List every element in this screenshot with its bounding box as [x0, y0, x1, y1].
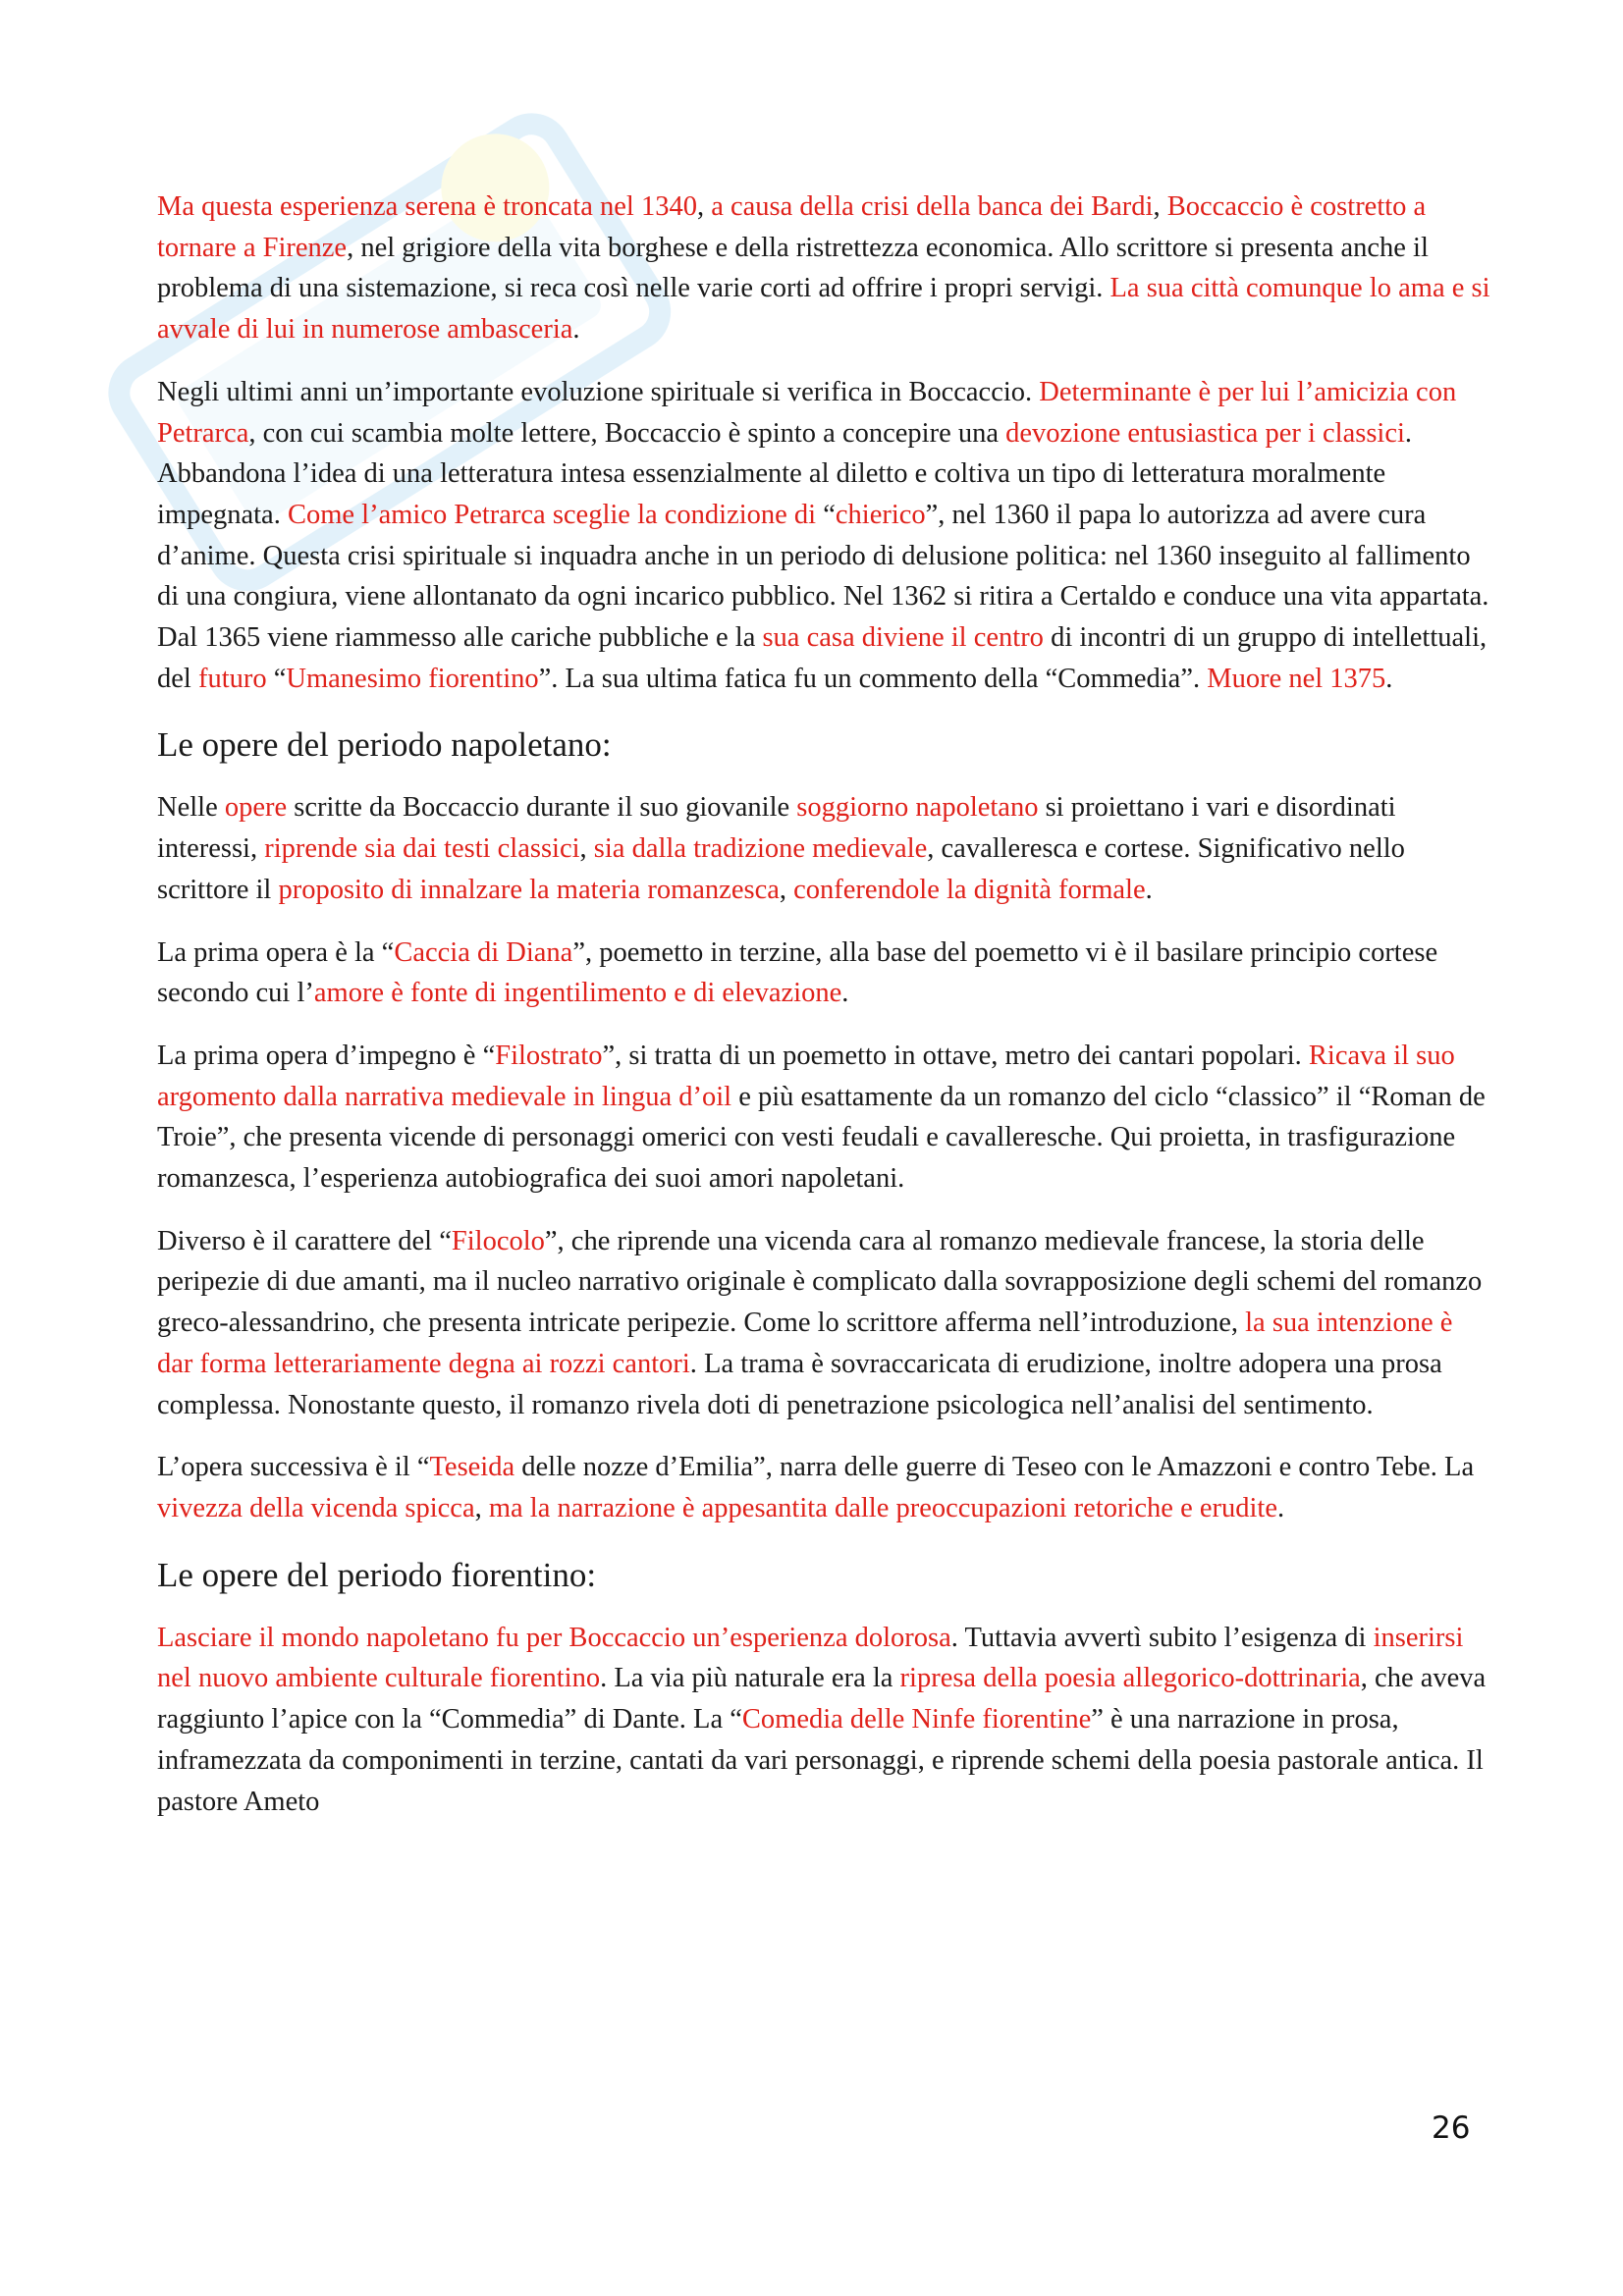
highlighted-text: inserirsi nel nuovo ambiente culturale fiorentino — [157, 1622, 1464, 1694]
text-run: , con cui scambia molte lettere, Boccaccio è spinto a concepire una — [248, 417, 1006, 449]
highlighted-text: a causa della crisi della banca dei Bardi — [711, 191, 1154, 222]
highlighted-text: amore è fonte di ingentilimento e di elevazione — [313, 978, 842, 1009]
highlighted-text: vivezza della vicenda spicca — [157, 1492, 475, 1523]
text-run: , — [696, 191, 712, 222]
highlighted-text: opere — [224, 792, 288, 824]
text-run: delle nozze d’Emilia”, narra delle guerre di Teseo con le Amazzoni e contro Tebe. La — [514, 1452, 1475, 1483]
paragraph — [157, 187, 1492, 350]
highlighted-text: Filostrato — [495, 1040, 603, 1071]
text-run: di incontri di un gruppo di intellettuali, del — [157, 622, 1488, 694]
highlighted-text: devozione entusiastica per i classici — [1005, 417, 1405, 449]
section-fiorentino — [157, 1618, 1492, 1823]
text-run: . Abbandona l’idea di una letteratura intesa essenzialmente al diletto e coltiva un tipo di letteratura moralmente impegnata. — [157, 417, 1413, 530]
highlighted-text: ripresa della poesia allegorico-dottrinaria — [899, 1663, 1361, 1694]
highlighted-text: conferendole la dignità formale — [793, 874, 1146, 905]
section-napoletano — [157, 787, 1492, 1528]
text-run: La prima opera d’impegno è “ — [157, 1040, 496, 1071]
highlighted-text: sua casa diviene il centro — [762, 622, 1044, 654]
highlighted-text: sia dalla tradizione medievale — [593, 833, 928, 865]
text-run: ”, nel 1360 il papa lo autorizza ad avere cura d’anime. Questa crisi spirituale si inquadra anche in un periodo di delusione politica: nel 1360 inseguito al fallimento di una congiura, viene allontanato da ogni incarico pubblico. Nel 1362 si ritira a Certaldo e conduce una vita appartata. Dal 1365 viene riammesso alle cariche pubbliche e la — [157, 499, 1489, 654]
text-run: , cavalleresca e cortese. Significativo nello scrittore il — [157, 833, 1405, 905]
text-run: . Tuttavia avvertì subito l’esigenza di — [950, 1622, 1374, 1653]
text-run: . — [1145, 874, 1153, 905]
section-heading-fiorentino: Le opere del periodo fiorentino: — [157, 1555, 597, 1594]
section-heading-napoletano: Le opere del periodo napoletano: — [157, 725, 612, 765]
text-run: . La via più naturale era la — [600, 1663, 900, 1694]
text-run: . — [1276, 1492, 1285, 1523]
text-run: , — [579, 833, 594, 865]
highlighted-text: Come l’amico Petrarca sceglie la condizione di — [287, 499, 824, 530]
highlighted-text: Lasciare il mondo napoletano fu per Boccaccio un’esperienza dolorosa — [157, 1622, 951, 1653]
text-run: e più esattamente da un romanzo del ciclo “classico” il “Roman de Troie”, che presenta vicende di personaggi omerici con vesti feudali e cavalleresche. Qui proietta, in trasfigurazione romanzesca, l’esperienza autobiografica dei suoi amori napoletani. — [157, 1081, 1486, 1195]
text-run: ”, che riprende una vicenda cara al romanzo medievale francese, la storia delle peripezie di due amanti, ma il nucleo narrativo originale è complicato dalla sovrapposizione degli schemi del romanzo greco-alessandrino, che presenta intricate peripezie. Come lo scrittore afferma nell’introduzione, — [157, 1225, 1483, 1339]
highlighted-text: soggiorno napoletano — [796, 792, 1039, 824]
highlighted-text: Teseida — [429, 1452, 515, 1483]
paragraph — [157, 787, 1492, 910]
text-run: . — [841, 978, 849, 1009]
paragraph — [157, 372, 1492, 700]
highlighted-text: Umanesimo fiorentino — [286, 663, 539, 694]
highlighted-text: futuro — [197, 663, 267, 694]
document-body — [157, 187, 1492, 1843]
text-run: scritte da Boccaccio durante il suo giovanile — [287, 792, 797, 824]
page-number: 26 — [1432, 2110, 1471, 2146]
highlighted-text: Boccaccio è costretto a tornare a Firenze — [157, 191, 1427, 263]
highlighted-text: Muore nel 1375 — [1207, 663, 1386, 694]
highlighted-text: Caccia di Diana — [394, 936, 573, 968]
text-run: , — [474, 1492, 489, 1523]
highlighted-text: ma la narrazione è appesantita dalle preoccupazioni retoriche e erudite — [488, 1492, 1277, 1523]
highlighted-text: chierico — [835, 499, 926, 530]
highlighted-text: Comedia delle Ninfe fiorentine — [741, 1704, 1092, 1735]
text-run: , nel grigiore della vita borghese e della ristrettezza economica. Allo scrittore si presenta anche il problema di una sistemazione, si reca così nelle varie corti ad offrire i propri servigi. — [157, 232, 1429, 304]
highlighted-text: Ricava il suo argomento dalla narrativa medievale in lingua d’oil — [157, 1040, 1455, 1112]
text-run: . — [572, 314, 580, 346]
text-run: , — [779, 874, 794, 905]
highlighted-text: Determinante è per lui l’amicizia con Petrarca — [157, 376, 1457, 449]
paragraph — [157, 1221, 1492, 1426]
paragraph — [157, 933, 1492, 1014]
text-run: ” è una narrazione in prosa, inframezzata da componimenti in terzine, cantati da vari personaggi, e riprende schemi della poesia pastorale antica. Il pastore Ameto — [157, 1704, 1484, 1817]
paragraph — [157, 1618, 1492, 1823]
text-run: Diverso è il carattere del “ — [157, 1225, 452, 1256]
highlighted-text: riprende sia dai testi classici — [264, 833, 580, 865]
highlighted-text: la sua intenzione è dar forma letterariamente degna ai rozzi cantori — [157, 1308, 1453, 1379]
highlighted-text: Ma questa esperienza serena è troncata nel 1340 — [157, 191, 697, 222]
text-run: “ — [266, 663, 287, 694]
highlighted-text: La sua città comunque lo ama e si avvale di lui in numerose ambasceria — [157, 273, 1490, 346]
text-run: ”, poemetto in terzine, alla base del poemetto vi è il basilare principio cortese secondo cui l’ — [157, 936, 1438, 1009]
text-run: Nelle — [157, 792, 225, 824]
text-run: si proiettano i vari e disordinati interessi, — [157, 792, 1396, 865]
highlighted-text: proposito di innalzare la materia romanzesca — [278, 874, 780, 905]
text-run: . La trama è sovraccaricata di erudizione, inoltre adopera una prosa complessa. Nonostante questo, il romanzo rivela doti di penetrazione psicologica nell’analisi del sentimento. — [157, 1348, 1442, 1420]
text-run: ”. La sua ultima fatica fu un commento della “Commedia”. — [538, 663, 1208, 694]
text-run: ”, si tratta di un poemetto in ottave, metro dei cantari popolari. — [602, 1040, 1309, 1071]
paragraph — [157, 1447, 1492, 1528]
text-run: . — [1385, 663, 1393, 694]
section-intro — [157, 187, 1492, 699]
text-run: , — [1153, 191, 1167, 222]
text-run: La prima opera è la “ — [157, 936, 395, 968]
paragraph — [157, 1036, 1492, 1200]
highlighted-text: Filocolo — [451, 1225, 545, 1256]
text-run: “ — [823, 499, 836, 530]
text-run: L’opera successiva è il “ — [157, 1452, 430, 1483]
text-run: , che aveva raggiunto l’apice con la “Commedia” di Dante. La “ — [157, 1663, 1487, 1735]
text-run: Negli ultimi anni un’importante evoluzione spirituale si verifica in Boccaccio. — [157, 376, 1040, 407]
